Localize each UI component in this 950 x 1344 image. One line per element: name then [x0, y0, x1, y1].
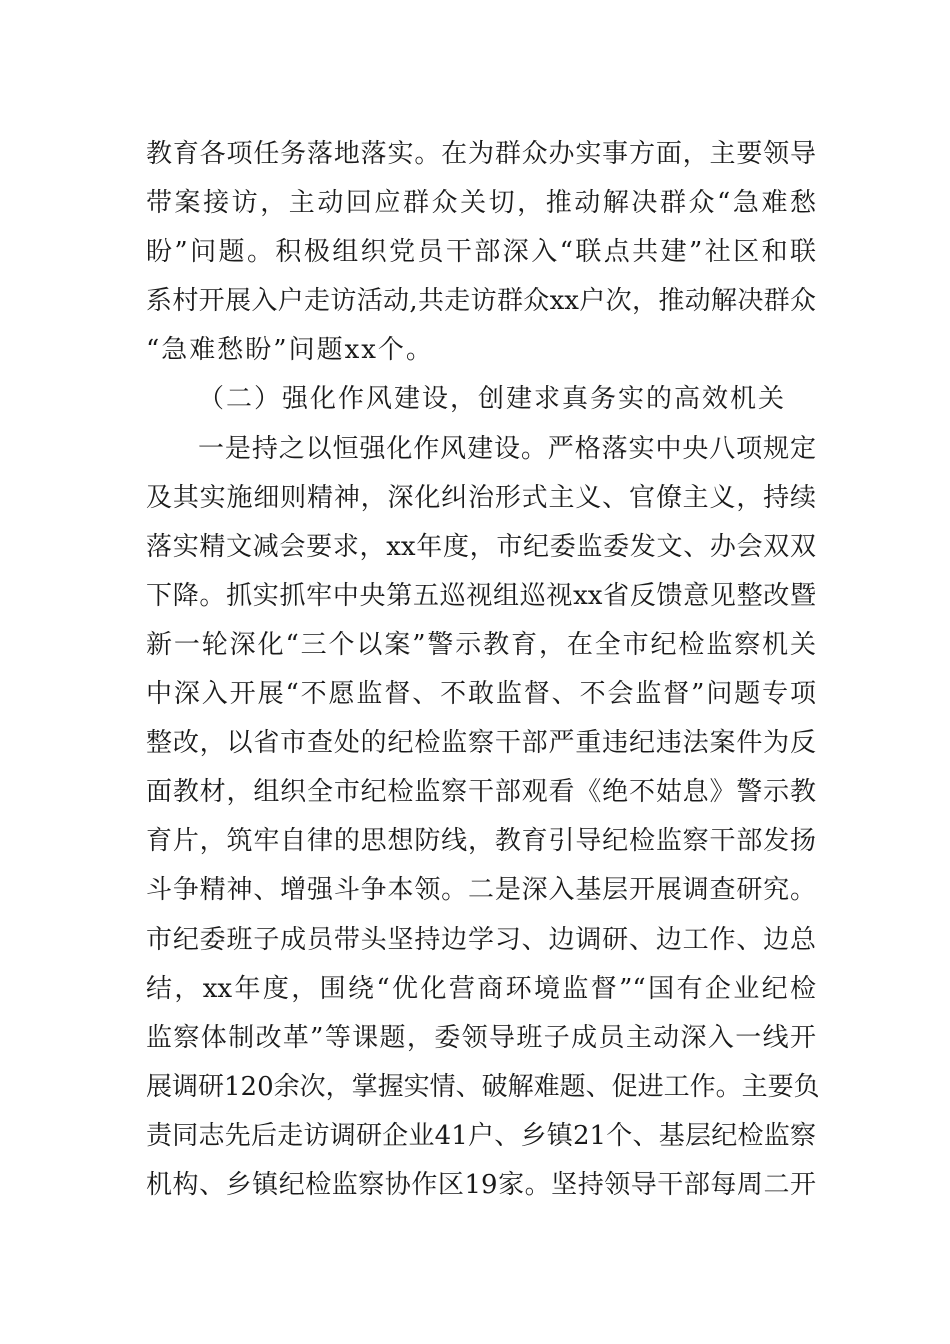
text-line: “急难愁盼”问题xx个。 — [146, 335, 434, 366]
text-line: 监察体制改革”等课题，委领导班子成员主动深入一线开 — [146, 1022, 816, 1053]
text-line: 整改，以省市查处的纪检监察干部严重违纪违法案件为反 — [146, 728, 816, 759]
text-line: 面教材，组织全市纪检监察干部观看《绝不姑息》警示教 — [146, 777, 816, 808]
body-text — [146, 130, 820, 1210]
text-line: 责同志先后走访调研企业41户、乡镇21个、基层纪检监察 — [146, 1120, 816, 1151]
text-line: 机构、乡镇纪检监察协作区19家。坚持领导干部每周二开 — [146, 1169, 816, 1200]
text-line: 下降。抓实抓牢中央第五巡视组巡视xx省反馈意见整改暨 — [146, 580, 816, 611]
text-line: 带案接访，主动回应群众关切，推动解决群众“急难愁 — [146, 188, 816, 219]
text-line: 教育各项任务落地落实。在为群众办实事方面，主要领导 — [146, 139, 816, 169]
text-line: 结，xx年度，围绕“优化营商环境监督”“国有企业纪检 — [146, 973, 816, 1004]
text-line: 斗争精神、增强斗争本领。二是深入基层开展调查研究。 — [146, 875, 816, 906]
section-heading: （二）强化作风建设，创建求真务实的高效机关 — [198, 384, 787, 415]
text-line: 一是持之以恒强化作风建设。严格落实中央八项规定 — [198, 433, 816, 464]
text-line: 展调研120余次，掌握实情、破解难题、促进工作。主要负 — [146, 1071, 820, 1102]
text-line: 落实精文减会要求，xx年度，市纪委监委发文、办会双双 — [146, 531, 816, 562]
text-line: 新一轮深化“三个以案”警示教育，在全市纪检监察机关 — [146, 629, 816, 660]
text-line: 系村开展入户走访活动,共走访群众xx户次，推动解决群众 — [146, 286, 816, 317]
text-line: 市纪委班子成员带头坚持边学习、边调研、边工作、边总 — [146, 924, 816, 955]
text-line: 盼”问题。积极组织党员干部深入“联点共建”社区和联 — [146, 237, 816, 268]
text-line: 育片，筑牢自律的思想防线，教育引导纪检监察干部发扬 — [146, 826, 816, 857]
text-line: 及其实施细则精神，深化纠治形式主义、官僚主义，持续 — [146, 482, 816, 513]
text-line: 中深入开展“不愿监督、不敢监督、不会监督”问题专项 — [146, 679, 816, 710]
